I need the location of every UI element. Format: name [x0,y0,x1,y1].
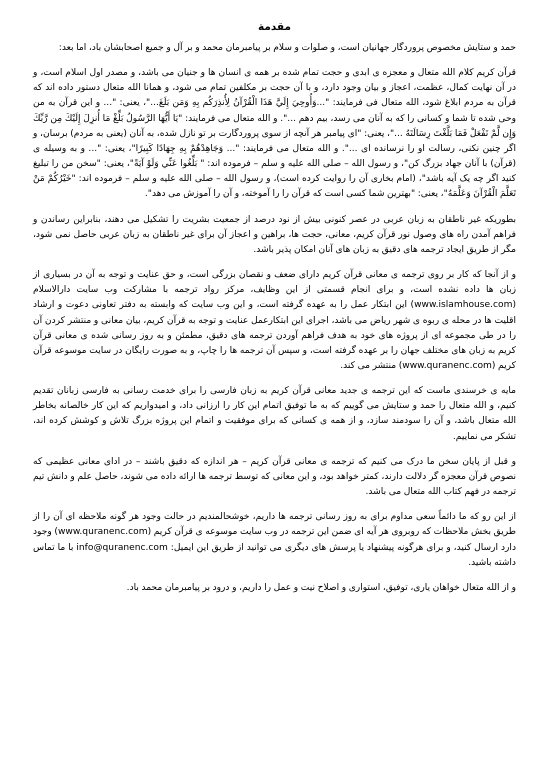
paragraph-closing-prayer: و از الله متعال خواهان یاری، توفیق، استواری و اصلاح نیت و عمل را داریم، و درود بر پیامبرمان محمد باد. [126,582,516,593]
page-title: مقدمة [258,21,291,33]
paragraph-persian-translation: مایه ی خرسندی ماست که این ترجمه ی جدید معانی قرآن کریم به زبان فارسی را برای خدمت رسانی به فارسی زبانان تقدیم کنیم، و الله متعال را حمد و ستایش می گوییم که به ما توفیق اتمام این کار را ارزانی داد، و امیدواریم که این کار خالصانه بخاطر الله متعال باشد، و آن را سودمند سازد، و از همه ی کسانی که برای موفقیت و اتمام این پروژه بزرگ تلاش و کوشش کرده اند، تشکر می نماییم. [33,386,516,442]
paragraph-translation-limits: و قبل از پایان سخن ما درک می کنیم که ترجمه ی معانی قرآن کریم – هر اندازه که دقیق باشند – در ادای معانی عظیمی که نصوص قرآن معجزه گر دلالت دارند، کمتر خواهد بود، و این معانی که توسط ترجمه ها ارائه داده می شوند، حاصل علم و دانش تیم ترجمه در فهم کتاب الله متعال می باشد. [33,456,516,498]
paragraph-translation-center: و از آنجا که کار بر روی ترجمه ی معانی قرآن کریم دارای ضعف و نقصان بزرگی است، و حق عنایت و توجه به آن در بسیاری از زبان ها داده نشده است، و برای انجام قسمتی از این وظایف، مرکز رواد ترجمه با مشارکت وب سایت دارالاسلام (www.islamhouse.com) این ابتکار عمل را به عهده گرفته است، و این وب سایت که وابسته به دفتر تعاونی دعوت و ارشاد اقلیت ها در محله ی ربوه ی شهر ریاض می باشد، اجرای این ابتکارعمل عنایت و توجه به قرآن کریم، بیان معانی و منتشر کردن آن را در طی مجموعه ای از پروژه های خود به هدف فراهم آوردن ترجمه های دقیق، مطمئن و به روز رسانی شده ی معانی قرآن کریم به زبان های مختلف جهان را بر عهده گرفته است، و سپس آن ترجمه ها را چاپ، و به صورت رایگان در سایت موسوعه قرآن کریم (www.quranenc.com) منتشر می کند. [33,270,516,371]
paragraph-feedback-contact: از این رو که ما دائماً سعی مداوم برای به روز رسانی ترجمه ها داریم، خوشحالمندیم در حالت وجود هر گونه ملاحظه ای آن را از طریق بخش ملاحظات که روبروی هر آیه ای ضمن این ترجمه در وب سایت موسوعه ی قرآن کریم (www.quranenc.com) وجود دارد ارسال کنید، و برای هرگونه پیشنهاد یا پرسش های دیگری می توانید از طریق این ایمیل: info@quranenc.com با ما تماس داشته باشید. [33,512,516,568]
paragraph-non-arabic-speakers: بطوریکه غیر ناطقان به زبان عربی در عصر کنونی بیش از نود درصد از جمعیت بشریت را تشکیل می دهند، بنابراین رساندن و فراهم آمدن راه های وصول نور قرآن کریم، معانی، حجت ها، براهین و اعجاز آن برای غیر ناطقان به زبان عربی حاصل نمی شود، مگر از طریق ایجاد ترجمه های دقیق به زبان های آنان امکان پذیر باشد. [33,214,516,255]
paragraph-quran-proof: قرآن کریم کلام الله متعال و معجزه ی ابدی و حجت تمام شده بر همه ی انسان ها و جنیان می باشد، و مصدر اول اسلام است، و در آن نهایت کمال، عظمت، اعجاز و بیان وجود دارد، و با آن حجت بر مکلفین تمام می شود، و همانا الله متعال دستور داده اند که قرآن به مردم ابلاغ شود، الله متعال فی فرمایند: "...وَأُوحِيَ إِلَيَّ هَذَا الْقُرْآنُ لِأُنذِرَكُم بِهِ وَمَن بَلَغَ..."، یعنی: "... و این قرآن به من وحی شده تا شما و کسانی را که به آنان می رسد، بیم دهم ...". و الله متعال می فرمایند: "يَا أَيُّهَا الرَّسُولُ بَلِّغْ مَا أُنزِلَ إِلَيْكَ مِن رَّبِّكَ وَإِن لَّمْ تَفْعَلْ فَمَا بَلَّغْتَ رِسَالَتَهُ ..."، یعنی: "ای پیامبر هر آنچه از سوی پروردگارت بر تو نازل شده، به آنان (یعنی به مردم) برسان، و اگر چنین نکنی، رسالت او را نرسانده ای ...". و الله متعال می فرمایند: "... وَجَاهِدْهُمْ بِهِ جِهَادًا كَبِيرًا"، یعنی: "... و به وسیله ی (قرآن) با آنان جهاد بزرگ کن"، و رسول الله – صلی الله علیه و سلم – فرموده اند: " بَلِّغُوا عَنِّي وَلَوْ آيَةً"، یعنی: "سخن من را تبلیغ کنید اگر چه یک آیه باشد"، (امام بخاری آن را روایت کرده است)، و رسول الله – صلی الله علیه و سلم – فرموده اند: "خَيْرُكُمْ مَنْ تَعَلَّمَ الْقُرْآنَ وَعَلَّمَهُ"، یعنی: "بهترین شما کسی است که قرآن را را آموخته، و آن را آموزش می دهد". [33,68,516,200]
paragraph-opening: حمد و ستایش مخصوص پروردگار جهانیان است، و صلوات و سلام بر پیامبرمان محمد و بر آل و جمیع اصحابشان باد، اما بعد: [58,43,516,53]
